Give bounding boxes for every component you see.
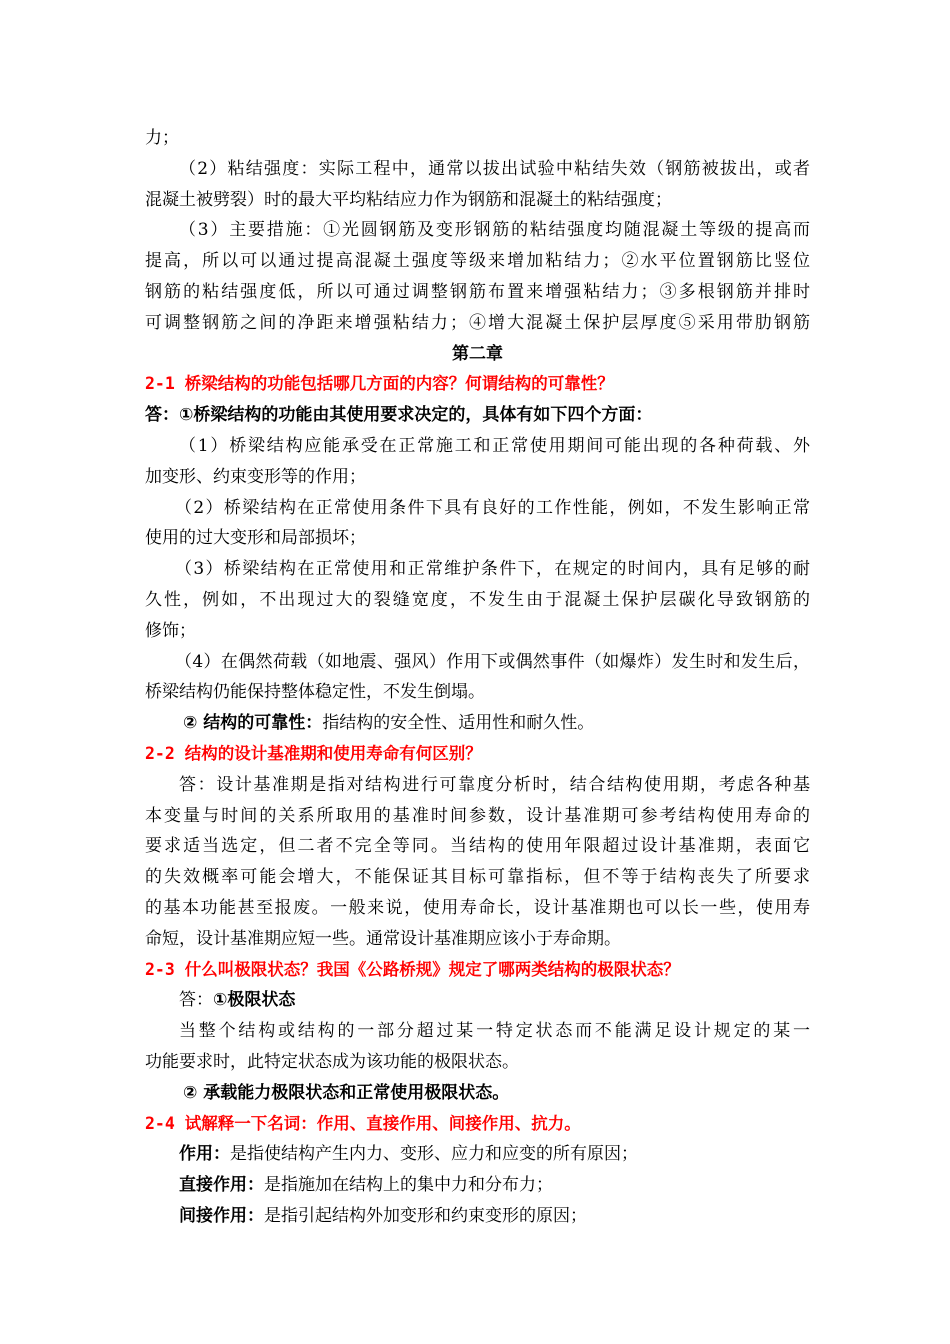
- term-text: 是指引起结构外加变形和约束变形的原因；: [264, 1205, 587, 1226]
- term-line: [145, 1201, 810, 1232]
- paragraph-line: 久性，例如，不出现过大的裂缝宽度，不发生由于混凝土保护层碳化导致钢筋的: [145, 589, 810, 610]
- paragraph-line: 本变量与时间的关系所取用的基准时间参数，设计基准期可参考结构使用寿命的: [145, 805, 810, 826]
- paragraph-line: 要求适当选定，但二者不完全等同。当结构的使用年限超过设计基准期，表面它: [145, 836, 810, 857]
- paragraph-line: 功能要求时，此特定状态成为该功能的极限状态。: [145, 1051, 519, 1072]
- term-label: 作用：: [179, 1144, 230, 1165]
- question-2-2-title: 2-2 结构的设计基准期和使用寿命有何区别？: [145, 743, 482, 763]
- paragraph-line: 当整个结构或结构的一部分超过某一特定状态而不能满足设计规定的某一: [179, 1021, 810, 1042]
- paragraph-line: 可调整钢筋之间的净距来增强粘结力；④增大混凝土保护层厚度⑤采用带肋钢筋: [145, 312, 810, 333]
- term-text: 是指使结构产生内力、变形、应力和应变的所有原因；: [230, 1144, 638, 1165]
- paragraph-line: ② 承载能力极限状态和正常使用极限状态。: [183, 1082, 510, 1103]
- paragraph-line: 命短，设计基准期应短一些。通常设计基准期应该小于寿命期。: [145, 928, 621, 949]
- term-line: [145, 1139, 810, 1170]
- answer-label: 答：: [179, 990, 213, 1011]
- question-2-3-title: 2-3 什么叫极限状态？我国《公路桥规》规定了哪两类结构的极限状态？: [145, 959, 680, 979]
- answer-lead: [145, 400, 810, 431]
- chapter-title: 第二章: [452, 343, 503, 364]
- answer-lead-text: ①桥梁结构的功能由其使用要求决定的，具体有如下四个方面：: [179, 405, 653, 426]
- term-label: 直接作用：: [179, 1175, 264, 1196]
- paragraph-line: 力；: [145, 128, 179, 148]
- reliability-text: 指结构的安全性、适用性和耐久性。: [322, 713, 595, 734]
- paragraph-line: 答：设计基准期是指对结构进行可靠度分析时，结合结构使用期，考虑各种基: [179, 774, 810, 795]
- reliability-line: [145, 708, 810, 739]
- paragraph-line: 使用的过大变形和局部损坏；: [145, 528, 366, 549]
- paragraph-line: 桥梁结构仍能保持整体稳定性，不发生倒塌。: [145, 682, 485, 703]
- document-page: [145, 123, 810, 1232]
- paragraph-line: 提高，所以可以通过提高混凝土强度等级来增加粘结力；②水平位置钢筋比竖位: [145, 251, 810, 272]
- answer-label: 答：: [145, 405, 179, 426]
- paragraph-line: （3）桥梁结构在正常使用和正常维护条件下，在规定的时间内，具有足够的耐: [175, 559, 810, 580]
- paragraph-line: （2）桥梁结构在正常使用条件下具有良好的工作性能，例如，不发生影响正常: [175, 497, 810, 518]
- paragraph-line: （2）粘结强度：实际工程中，通常以拔出试验中粘结失效（钢筋被拔出，或者: [179, 158, 810, 179]
- question-2-4-title: 2-4 试解释一下名词：作用、直接作用、间接作用、抗力。: [145, 1113, 581, 1133]
- paragraph-line: 修饰；: [145, 620, 196, 641]
- paragraph-line: （1）桥梁结构应能承受在正常施工和正常使用期间可能出现的各种荷载、外: [179, 435, 810, 456]
- answer-lead-text: ①极限状态: [213, 990, 296, 1011]
- paragraph-line: 的失效概率可能会增大，不能保证其目标可靠指标，但不等于结构丧失了所要求: [145, 867, 810, 888]
- term-text: 是指施加在结构上的集中力和分布力；: [264, 1175, 553, 1196]
- paragraph-line: （3）主要措施：①光圆钢筋及变形钢筋的粘结强度均随混凝土等级的提高而: [179, 220, 810, 241]
- paragraph-line: 加变形、约束变形等的作用；: [145, 466, 366, 487]
- paragraph-line: （4）在偶然荷载（如地震、强风）作用下或偶然事件（如爆炸）发生时和发生后，: [175, 651, 810, 672]
- question-2-1-title: 2-1 桥梁结构的功能包括哪几方面的内容？何谓结构的可靠性？: [145, 374, 614, 394]
- reliability-label: ② 结构的可靠性：: [183, 713, 323, 734]
- answer-lead: [145, 985, 810, 1016]
- paragraph-line: 的基本功能甚至报废。一般来说，使用寿命长，设计基准期也可以长一些，使用寿: [145, 897, 810, 918]
- paragraph-line: 钢筋的粘结强度低，所以可通过调整钢筋布置来增强粘结力；③多根钢筋并排时: [145, 281, 810, 302]
- paragraph-line: 混凝土被劈裂）时的最大平均粘结应力作为钢筋和混凝土的粘结强度；: [145, 189, 672, 210]
- term-line: [145, 1170, 810, 1201]
- term-label: 间接作用：: [179, 1205, 264, 1226]
